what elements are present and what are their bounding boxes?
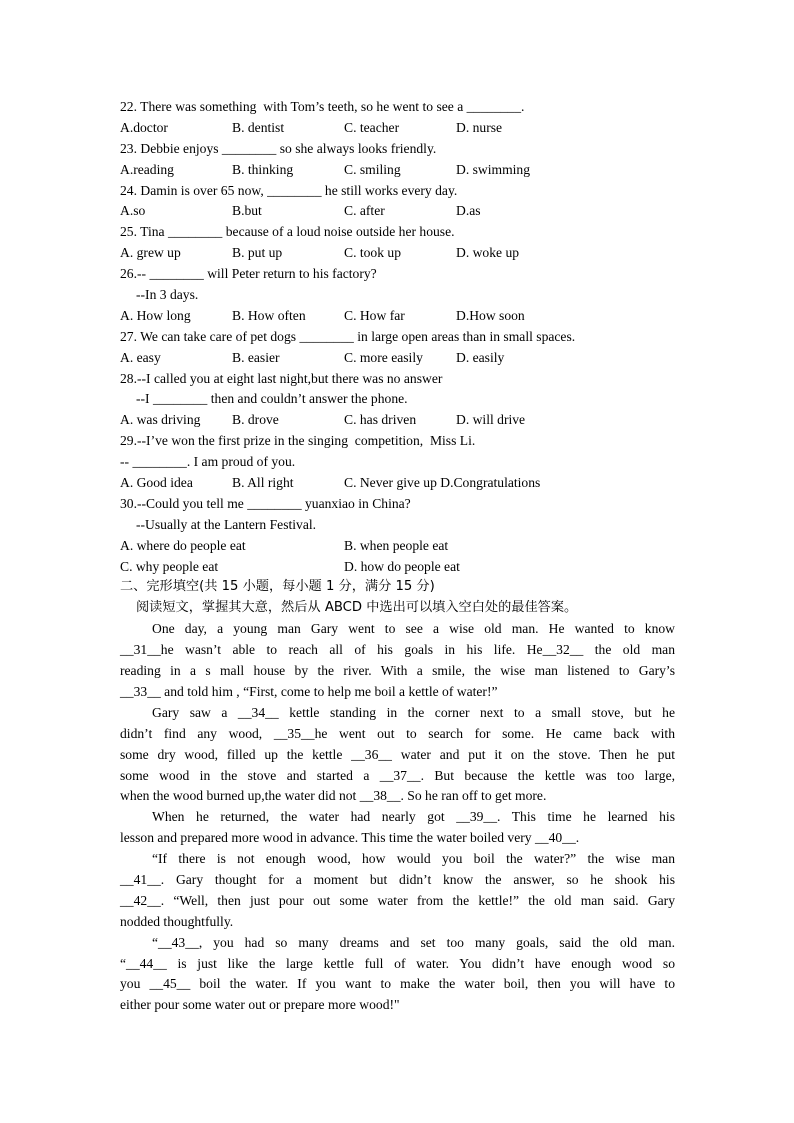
passage-line: some dry wood, filled up the kettle __36__ water and put it on the stove. Then he put — [120, 746, 675, 762]
passage-line: “__43__, you had so many dreams and set too many goals, said the old man. — [152, 934, 675, 950]
passage-line: __33__ and told him , “First, come to help me boil a kettle of water!” — [120, 683, 498, 699]
passage-line: lesson and prepared more wood in advance. This time the water boiled very __40__. — [120, 830, 580, 846]
option-d[interactable]: D.as — [456, 203, 481, 219]
passage-line: reading in a s mall house by the river. With a smile, the wise man listened to Gary’s — [120, 663, 675, 679]
option-a[interactable]: A. was driving — [120, 412, 201, 428]
option-a[interactable]: A.doctor — [120, 119, 168, 135]
passage-paragraph-4 — [120, 849, 675, 933]
question-29-answer-line: -- ________. I am proud of you. — [120, 454, 296, 470]
passage-line: nodded thoughtfully. — [120, 913, 234, 929]
option-c[interactable]: C. more easily — [344, 349, 423, 365]
question-24-stem: 24. Damin is over 65 now, ________ he still works every day. — [120, 182, 458, 198]
option-c[interactable]: C. has driven — [344, 412, 417, 428]
passage-paragraph-3 — [120, 807, 675, 849]
question-30-stem: 30.--Could you tell me ________ yuanxiao in China? — [120, 495, 411, 511]
question-25-stem: 25. Tina ________ because of a loud noise outside her house. — [120, 224, 455, 240]
option-a[interactable]: A. grew up — [120, 245, 181, 261]
question-30-options-cd — [120, 557, 675, 578]
option-c[interactable]: C. after — [344, 203, 385, 219]
passage-line: __42__. “Well, then just pour out some water from the kettle!” the old man said. Gary — [120, 892, 675, 908]
option-b[interactable]: B. easier — [232, 349, 280, 365]
question-25-options — [120, 243, 675, 264]
passage-line: some wood in the stove and started a __37__. But because the kettle was too large, — [120, 767, 675, 783]
question-26-answer-line: --In 3 days. — [136, 287, 199, 303]
option-d[interactable]: D. how do people eat — [344, 558, 460, 574]
option-a[interactable]: A. easy — [120, 349, 161, 365]
option-b[interactable]: B. All right — [232, 475, 294, 491]
option-d[interactable]: D. woke up — [456, 245, 520, 261]
question-27-stem: 27. We can take care of pet dogs ________ in large open areas than in small spaces. — [120, 328, 576, 344]
option-d[interactable]: D. nurse — [456, 119, 503, 135]
question-22-stem: 22. There was something with Tom’s teeth, so he went to see a ________. — [120, 99, 525, 114]
option-c[interactable]: C. why people eat — [120, 558, 219, 574]
option-c-d[interactable]: C. Never give up D.Congratulations — [344, 475, 541, 491]
question-29-options — [120, 473, 675, 494]
option-a[interactable]: A. where do people eat — [120, 537, 246, 553]
question-24-options — [120, 201, 675, 222]
option-b[interactable]: B. drove — [232, 412, 279, 428]
option-a[interactable]: A. Good idea — [120, 475, 193, 491]
passage-line: “If there is not enough wood, how would you boil the water?” the wise man — [152, 851, 675, 867]
question-26-stem: 26.-- ________ will Peter return to his factory? — [120, 266, 377, 282]
section-2-instruction: 阅读短文，掌握其大意，然后从 ABCD 中选出可以填入空白处的最佳答案。 — [136, 600, 578, 616]
option-d[interactable]: D.How soon — [456, 307, 525, 323]
passage-line: either pour some water out or prepare more wood!" — [120, 997, 400, 1013]
section-2-title: 二、完形填空(共 15 小题，每小题 1 分，满分 15 分) — [120, 579, 435, 595]
question-27-options — [120, 348, 675, 369]
option-c[interactable]: C. How far — [344, 307, 405, 323]
question-29-stem: 29.--I’ve won the first prize in the singing competition, Miss Li. — [120, 433, 476, 449]
passage-line: when the wood burned up,the water did not __38__. So he ran off to get more. — [120, 788, 547, 804]
passage-line: didn’t find any wood, __35__he went out to search for some. He came back with — [120, 725, 675, 741]
question-30-answer-line: --Usually at the Lantern Festival. — [136, 516, 317, 532]
option-c[interactable]: C. teacher — [344, 119, 400, 135]
question-22-options — [120, 118, 675, 139]
option-b[interactable]: B. when people eat — [344, 537, 449, 553]
passage-line: “__44__ is just like the large kettle full of water. You didn’t have enough wood so — [120, 955, 675, 971]
option-a[interactable]: A.reading — [120, 161, 174, 177]
question-26-options — [120, 306, 675, 327]
option-d[interactable]: D. will drive — [456, 412, 526, 428]
exam-page — [120, 97, 675, 1016]
question-30-options-ab — [120, 536, 675, 557]
passage-line: Gary saw a __34__ kettle standing in the corner next to a small stove, but he — [152, 704, 675, 720]
option-a[interactable]: A. How long — [120, 307, 191, 323]
option-d[interactable]: D. easily — [456, 349, 505, 365]
option-d[interactable]: D. swimming — [456, 161, 531, 177]
passage-line: __41__. Gary thought for a moment but didn’t know the answer, so he shook his — [120, 871, 675, 887]
passage-line: __31__he wasn’t able to reach all of his goals in his life. He__32__ the old man — [120, 642, 675, 658]
option-b[interactable]: B. How often — [232, 307, 306, 323]
passage-line: One day, a young man Gary went to see a wise old man. He wanted to know — [152, 621, 675, 637]
option-b[interactable]: B. thinking — [232, 161, 294, 177]
passage-line: you __45__ boil the water. If you want to make the water boil, then you will have to — [120, 976, 675, 992]
option-c[interactable]: C. took up — [344, 245, 402, 261]
option-b[interactable]: B. dentist — [232, 119, 285, 135]
cloze-passage — [120, 619, 675, 1016]
question-28-options — [120, 410, 675, 431]
question-23-stem: 23. Debbie enjoys ________ so she always looks friendly. — [120, 140, 437, 156]
question-23-options — [120, 160, 675, 181]
passage-line: When he returned, the water had nearly got __39__. This time he learned his — [152, 809, 675, 825]
option-a[interactable]: A.so — [120, 203, 146, 219]
passage-paragraph-5 — [120, 933, 675, 1017]
passage-paragraph-1 — [120, 619, 675, 703]
question-28-stem: 28.--I called you at eight last night,but there was no answer — [120, 370, 443, 386]
question-28-answer-line: --I ________ then and couldn’t answer the phone. — [136, 391, 408, 407]
option-b[interactable]: B. put up — [232, 245, 283, 261]
option-c[interactable]: C. smiling — [344, 161, 401, 177]
option-b[interactable]: B.but — [232, 203, 262, 219]
passage-paragraph-2 — [120, 703, 675, 807]
